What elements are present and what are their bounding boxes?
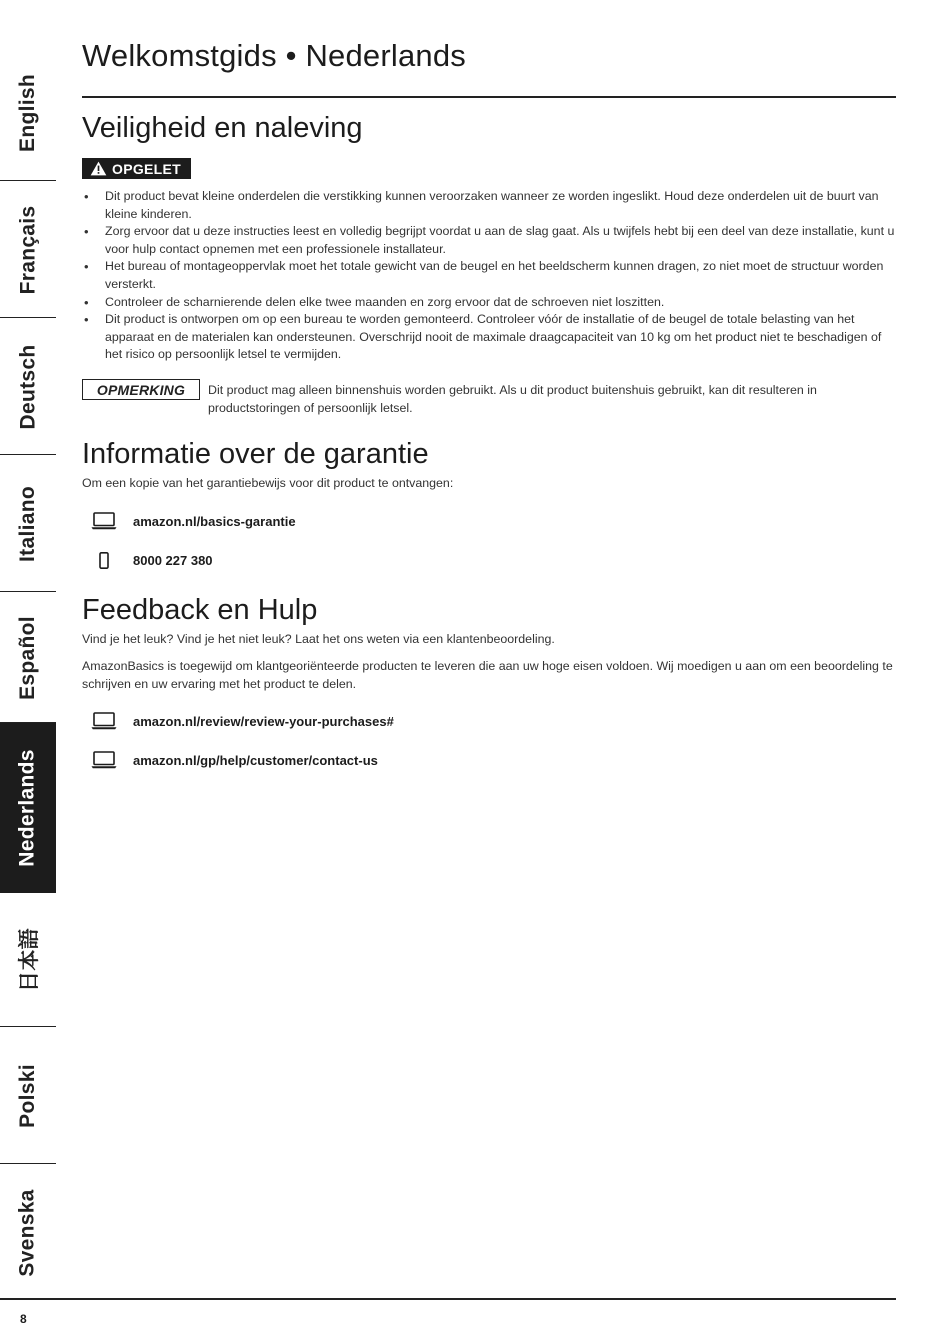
- warranty-phone-number[interactable]: 8000 227 380: [133, 552, 213, 568]
- lang-tab-label: Italiano: [16, 485, 40, 562]
- warranty-heading: Informatie over de garantie: [82, 438, 429, 470]
- lang-tab-english[interactable]: [0, 45, 56, 181]
- warranty-website-link[interactable]: amazon.nl/basics-garantie: [133, 513, 296, 529]
- feedback-line-2: AmazonBasics is toegewijd om klantgeoriënteerde producten te leveren die aan uw hoge eisen voldoen. Wij moedigen u aan om een beoordeling te schrijven en uw ervaring met het product te delen.: [82, 659, 893, 691]
- safety-bullet-list: [82, 188, 898, 364]
- safety-heading: Veiligheid en naleving: [82, 112, 363, 144]
- contact-link-row[interactable]: [90, 750, 378, 770]
- list-item: • Het bureau of montageoppervlak moet het totale gewicht van de beugel en het beeldscherm kunnen dragen, zo niet moet de structuur worden versterkt.: [82, 258, 898, 293]
- lang-tab-label: Nederlands: [16, 749, 39, 867]
- review-link[interactable]: amazon.nl/review/review-your-purchases#: [133, 713, 394, 729]
- note-label: OPMERKING: [96, 381, 186, 398]
- warranty-website-row[interactable]: [90, 511, 296, 531]
- lang-tab-polski[interactable]: [0, 1028, 56, 1164]
- lang-tab-nederlands[interactable]: [0, 723, 56, 893]
- lang-tab-label: Polski: [16, 1063, 40, 1128]
- list-item: • Dit product bevat kleine onderdelen die verstikking kunnen veroorzaken wanneer ze worden ingeslikt. Houd deze onderdelen uit de buurt van kleine kinderen.: [82, 188, 898, 223]
- lang-tab-label: Español: [16, 615, 40, 700]
- lang-tab-svenska[interactable]: [0, 1165, 56, 1301]
- laptop-icon-wrap: [90, 711, 118, 731]
- warning-triangle-icon: [90, 161, 107, 176]
- feedback-heading: Feedback en Hulp: [82, 594, 318, 626]
- note-label-box: [82, 379, 200, 400]
- laptop-icon-wrap: [90, 750, 118, 770]
- lang-tab-label: English: [16, 73, 40, 152]
- list-item: • Zorg ervoor dat u deze instructies leest en volledig begrijpt voordat u aan de slag gaat. Als u twijfels hebt bij een deel van deze installatie, kunt u voor hulp contact opnemen met een professionele installateur.: [82, 223, 898, 258]
- warranty-intro: Om een kopie van het garantiebewijs voor dit product te ontvangen:: [82, 476, 454, 490]
- lang-tab-label: Français: [16, 205, 39, 294]
- feedback-line-1: Vind je het leuk? Vind je het niet leuk? Laat het ons weten via een klantenbeoordeling.: [82, 632, 555, 646]
- lang-tab-italiano[interactable]: [0, 456, 56, 592]
- list-item: • Controleer de scharnierende delen elke twee maanden en zorg ervoor dat de schroeven niet loszitten.: [82, 294, 898, 312]
- laptop-icon: [91, 712, 117, 730]
- footer-divider: [0, 1298, 896, 1300]
- lang-tab-espanol[interactable]: [0, 593, 56, 723]
- title-divider: [82, 96, 896, 98]
- page-title: Welkomstgids • Nederlands: [82, 38, 466, 73]
- phone-icon: [99, 552, 109, 569]
- laptop-icon: [91, 751, 117, 769]
- lang-tab-label: Svenska: [16, 1189, 39, 1277]
- note-text: Dit product mag alleen binnenshuis worden gebruikt. Als u dit product buitenshuis gebruikt, kan dit resulteren in productstoringen of persoonlijk letsel.: [208, 383, 817, 415]
- lang-tab-label: 日本語: [18, 927, 41, 992]
- list-item: • Dit product is ontworpen om op een bureau te worden gemonteerd. Controleer vóór de installatie of de beugel de totale belasting van het apparaat en de materialen kan ondersteunen. Overschrijd nooit de maximale draagcapaciteit van 10 kg om het product niet te beschadigen of het risico op persoonlijk letsel te vermijden.: [82, 311, 898, 364]
- lang-tab-francais[interactable]: [0, 182, 56, 318]
- laptop-icon-wrap: [90, 511, 118, 531]
- caution-badge: [82, 158, 191, 179]
- lang-tab-label: Deutsch: [16, 344, 40, 429]
- review-link-row[interactable]: [90, 711, 394, 731]
- caution-label: OPGELET: [112, 160, 181, 177]
- lang-tab-japanese[interactable]: [0, 893, 56, 1027]
- page-number: 8: [20, 1312, 27, 1326]
- laptop-icon: [91, 512, 117, 530]
- phone-icon-wrap: [90, 550, 118, 570]
- warranty-phone-row[interactable]: [90, 550, 213, 570]
- lang-tab-deutsch[interactable]: [0, 319, 56, 455]
- contact-us-link[interactable]: amazon.nl/gp/help/customer/contact-us: [133, 752, 378, 768]
